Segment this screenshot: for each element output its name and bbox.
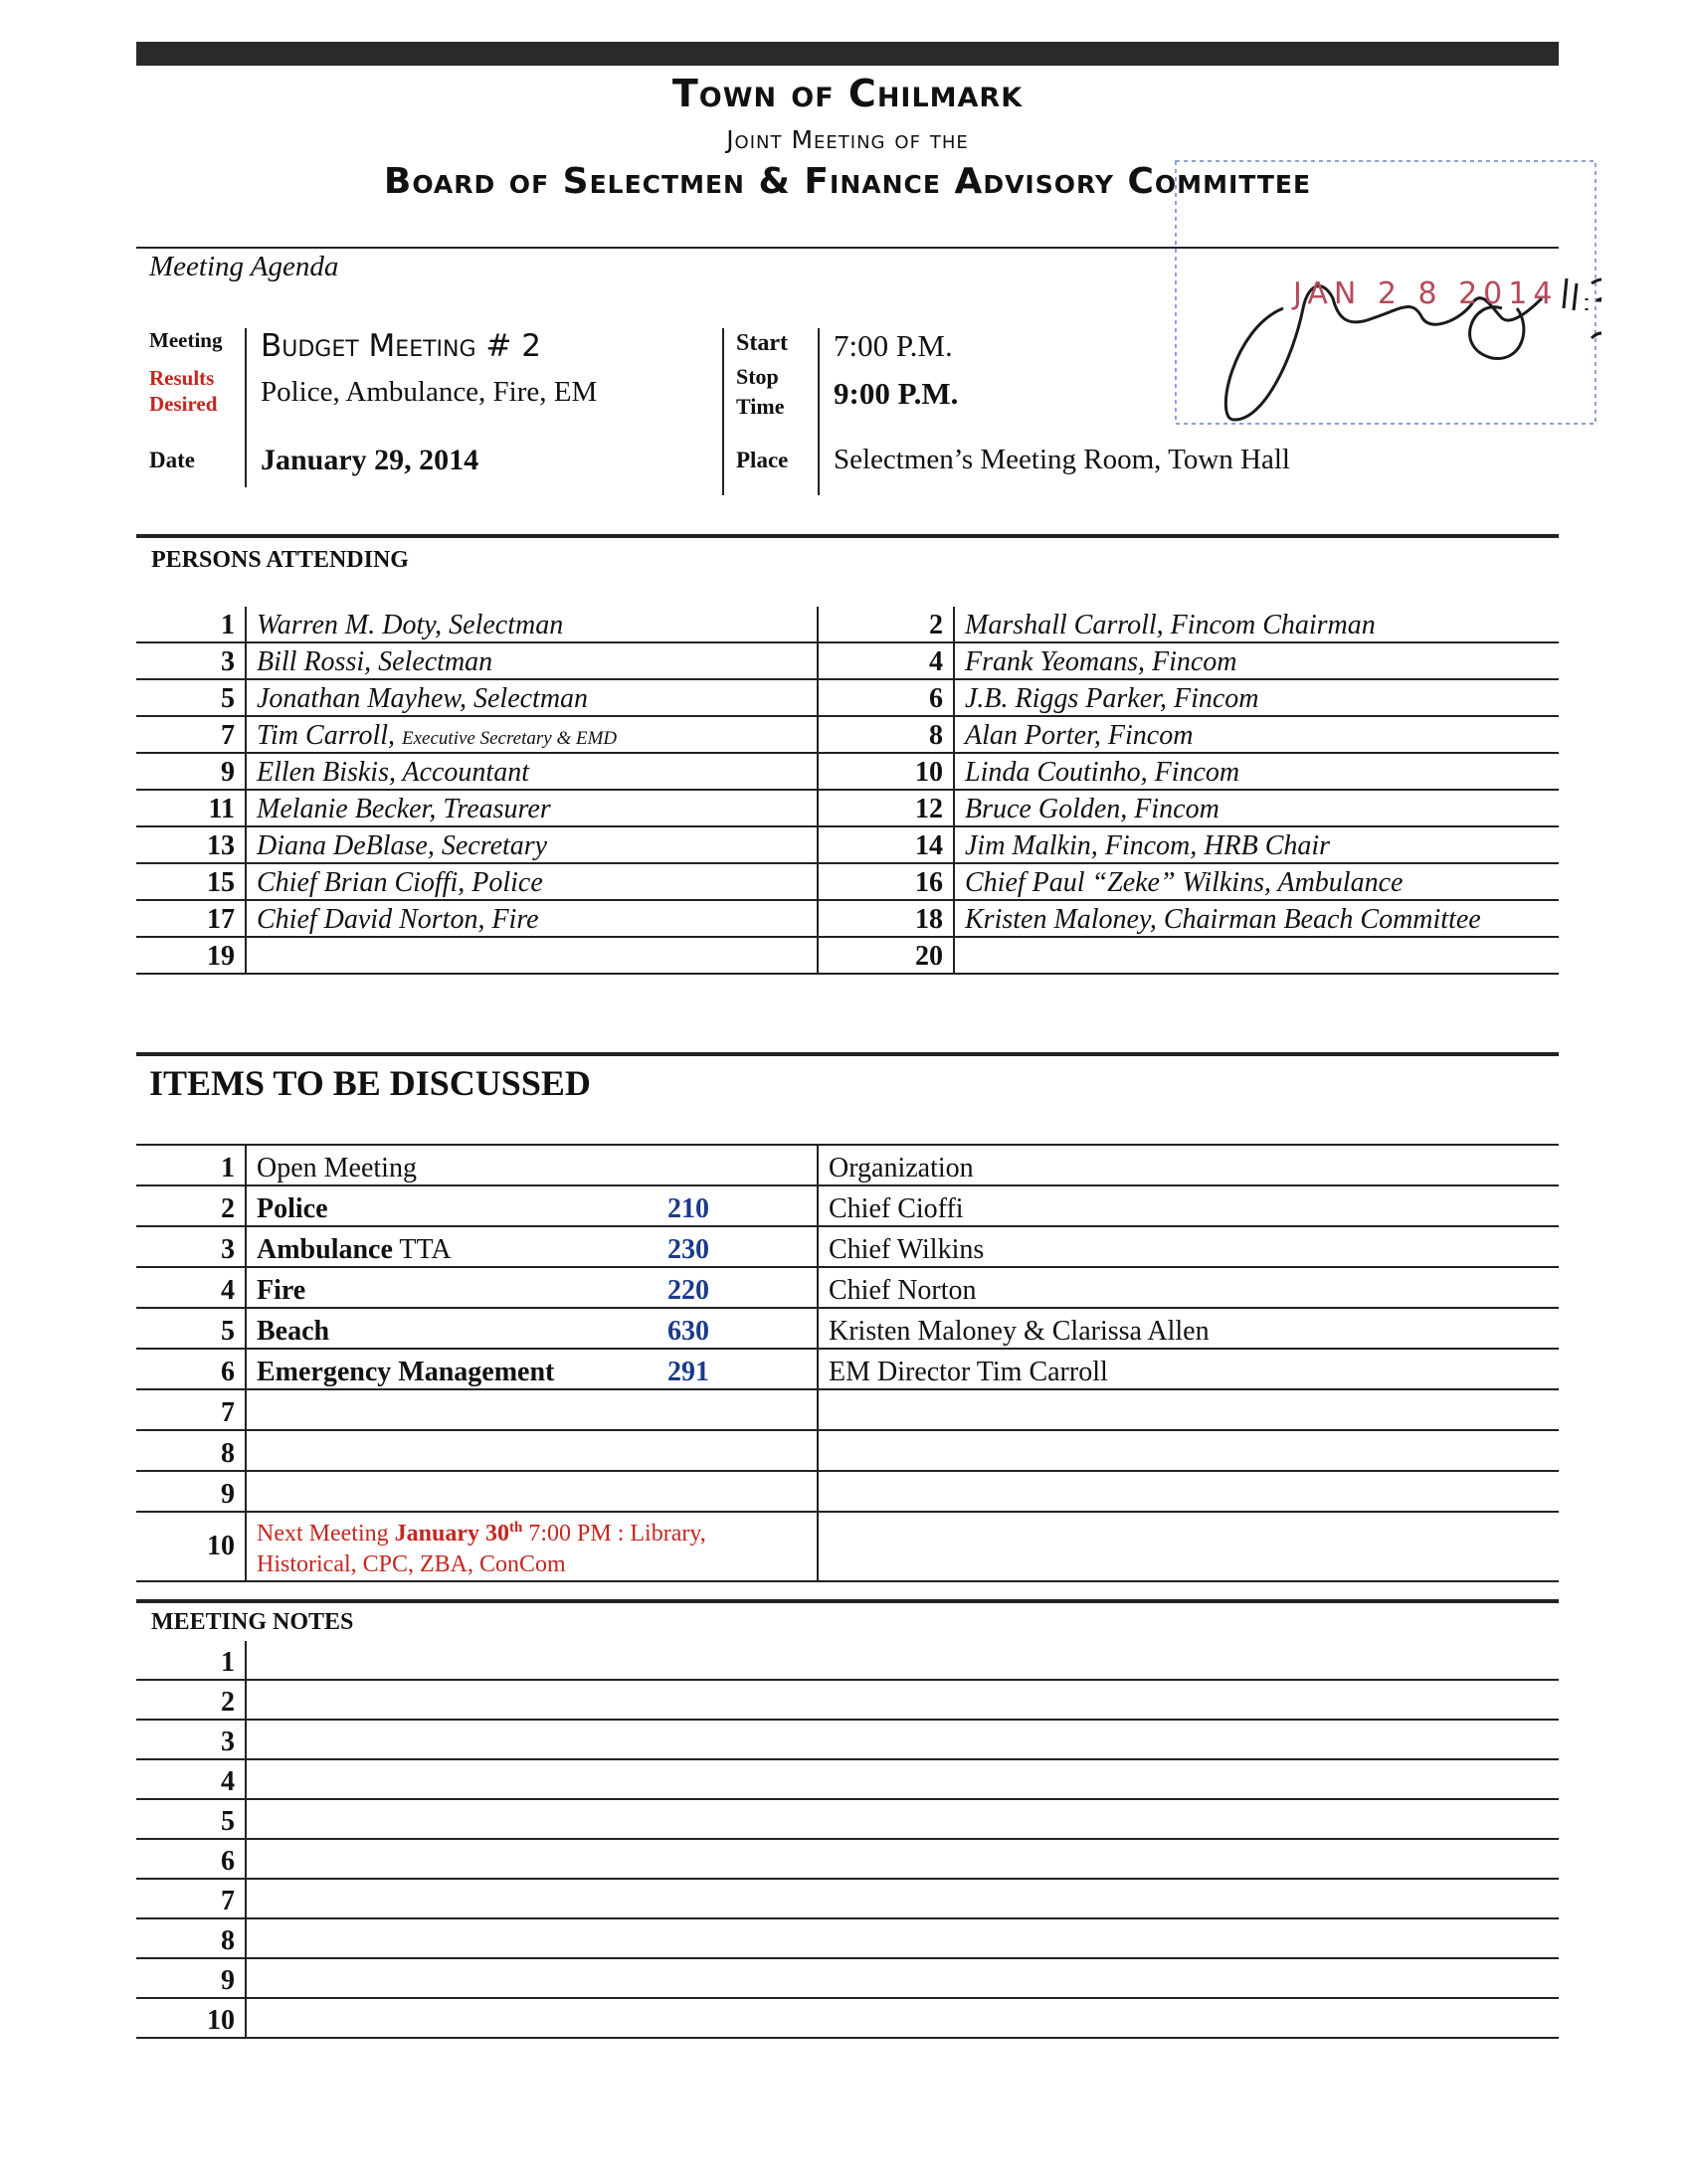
next-meeting-pre: Next Meeting [257, 1521, 395, 1547]
item-number: 8 [136, 1430, 246, 1471]
time-label: Time [736, 394, 785, 419]
person-row [136, 753, 1559, 790]
note-number: 3 [136, 1720, 246, 1759]
person-name [246, 826, 818, 863]
info-divider-1 [245, 328, 247, 487]
note-row [136, 1839, 1559, 1879]
person-number: 8 [818, 716, 954, 753]
person-number: 10 [818, 753, 954, 790]
person-name: Jim Malkin, Fincom, HRB Chair [954, 826, 1559, 863]
budget-code: 291 [667, 1357, 709, 1387]
person-row [136, 863, 1559, 900]
person-name-text: Tim Carroll, [257, 720, 396, 751]
note-line[interactable] [246, 1918, 1559, 1958]
person-name: Kristen Maloney, Chairman Beach Committee [954, 900, 1559, 937]
note-number: 9 [136, 1958, 246, 1998]
item-topic-bold: Emergency Management [257, 1357, 555, 1387]
person-row [136, 716, 1559, 753]
person-number: 16 [818, 863, 954, 900]
item-topic [246, 1308, 818, 1349]
item-row [136, 1471, 1559, 1512]
note-row [136, 1958, 1559, 1998]
person-name: Frank Yeomans, Fincom [954, 642, 1559, 679]
budget-code: 220 [667, 1275, 709, 1306]
person-name [246, 790, 818, 826]
notes-table [136, 1641, 1559, 2039]
item-topic [246, 1349, 818, 1389]
note-line[interactable] [246, 1799, 1559, 1839]
note-number: 10 [136, 1998, 246, 2038]
persons-heading: PERSONS ATTENDING [151, 547, 409, 573]
person-name: J.B. Riggs Parker, Fincom [954, 679, 1559, 716]
next-meeting-post: 7:00 PM : Library, [522, 1521, 706, 1547]
results-label: Results [149, 366, 215, 390]
item-topic-text: Open Meeting [257, 1153, 417, 1183]
budget-code: 210 [667, 1193, 709, 1224]
notes-heading: MEETING NOTES [151, 1609, 354, 1635]
person-number: 5 [136, 679, 246, 716]
note-row [136, 1720, 1559, 1759]
item-organization [818, 1389, 1559, 1430]
info-divider-3 [818, 328, 820, 495]
person-name-text: Ellen Biskis, Accountant [257, 757, 529, 788]
person-name: Alan Porter, Fincom [954, 716, 1559, 753]
info-divider-2 [722, 328, 724, 495]
person-title-small: Executive Secretary & EMD [402, 728, 618, 749]
person-number: 12 [818, 790, 954, 826]
note-line[interactable] [246, 1641, 1559, 1680]
town-title: Town of Chilmark [671, 72, 1024, 115]
person-number: 15 [136, 863, 246, 900]
person-name [246, 900, 818, 937]
results-value: Police, Ambulance, Fire, EM [261, 376, 598, 408]
note-number: 8 [136, 1918, 246, 1958]
place-label: Place [736, 448, 789, 472]
item-topic-text: TTA [392, 1234, 452, 1265]
meeting-label: Meeting [149, 328, 223, 352]
person-number: 14 [818, 826, 954, 863]
note-number: 6 [136, 1839, 246, 1879]
item-topic [246, 1471, 818, 1512]
note-row [136, 1998, 1559, 2038]
item-topic-bold: Fire [257, 1275, 306, 1306]
person-name: Bruce Golden, Fincom [954, 790, 1559, 826]
date-label: Date [149, 448, 195, 472]
top-bar [136, 42, 1559, 66]
note-line[interactable] [246, 1720, 1559, 1759]
person-number: 18 [818, 900, 954, 937]
note-number: 4 [136, 1759, 246, 1799]
item-number: 5 [136, 1308, 246, 1349]
item-organization: Chief Cioffi [818, 1185, 1559, 1226]
person-name: Marshall Carroll, Fincom Chairman [954, 607, 1559, 642]
item-organization [818, 1512, 1559, 1581]
person-name-text: Bill Rossi, Selectman [257, 646, 493, 677]
item-organization: Kristen Maloney & Clarissa Allen [818, 1308, 1559, 1349]
person-name [246, 716, 818, 753]
item-topic [246, 1267, 818, 1308]
place-value: Selectmen’s Meeting Room, Town Hall [834, 444, 1290, 475]
note-row [136, 1641, 1559, 1680]
stamp-date: JAN 2 8 2014 [1293, 276, 1559, 311]
person-row [136, 900, 1559, 937]
item-topic [246, 1145, 818, 1185]
person-number: 11 [136, 790, 246, 826]
person-name [246, 642, 818, 679]
agenda-label: Meeting Agenda [149, 251, 339, 282]
person-row [136, 790, 1559, 826]
person-name [246, 607, 818, 642]
person-name [954, 937, 1559, 974]
person-row [136, 679, 1559, 716]
note-line[interactable] [246, 1680, 1559, 1720]
item-number: 10 [136, 1512, 246, 1581]
board-title: Board of Selectmen & Finance Advisory Committee [383, 161, 1312, 202]
person-name: Chief Paul “Zeke” Wilkins, Ambulance [954, 863, 1559, 900]
person-number: 4 [818, 642, 954, 679]
note-number: 5 [136, 1799, 246, 1839]
person-row [136, 642, 1559, 679]
item-row [136, 1308, 1559, 1349]
note-row [136, 1918, 1559, 1958]
item-topic [246, 1430, 818, 1471]
item-row [136, 1349, 1559, 1389]
persons-rule [136, 534, 1559, 538]
note-row [136, 1879, 1559, 1918]
stop-label: Stop [736, 364, 779, 389]
person-name-text: Jonathan Mayhew, Selectman [257, 683, 589, 714]
item-number: 6 [136, 1349, 246, 1389]
person-name [246, 753, 818, 790]
item-topic [246, 1389, 818, 1430]
start-value: 7:00 P.M. [834, 328, 953, 363]
items-table [136, 1144, 1559, 1582]
note-line[interactable] [246, 1998, 1559, 2038]
item-row [136, 1145, 1559, 1185]
note-line[interactable] [246, 1759, 1559, 1799]
person-row [136, 607, 1559, 642]
person-name [246, 679, 818, 716]
person-number: 9 [136, 753, 246, 790]
item-row [136, 1430, 1559, 1471]
next-meeting-line2: Historical, CPC, ZBA, ConCom [257, 1551, 566, 1577]
item-organization: EM Director Tim Carroll [818, 1349, 1559, 1389]
item-organization: Organization [818, 1145, 1559, 1185]
note-number: 1 [136, 1641, 246, 1680]
item-organization [818, 1430, 1559, 1471]
item-number: 1 [136, 1145, 246, 1185]
persons-table [136, 607, 1559, 975]
person-number: 20 [818, 937, 954, 974]
item-number: 9 [136, 1471, 246, 1512]
person-name [246, 937, 818, 974]
item-row [136, 1389, 1559, 1430]
item-number: 7 [136, 1389, 246, 1430]
note-line[interactable] [246, 1958, 1559, 1998]
note-line[interactable] [246, 1879, 1559, 1918]
item-row [136, 1267, 1559, 1308]
person-name-text: Chief David Norton, Fire [257, 904, 539, 935]
person-name-text: Diana DeBlase, Secretary [257, 830, 548, 861]
item-row [136, 1185, 1559, 1226]
joint-meeting-subtitle: Joint Meeting of the [726, 125, 969, 154]
meeting-value: Budget Meeting # 2 [261, 328, 541, 364]
person-number: 2 [818, 607, 954, 642]
note-number: 2 [136, 1680, 246, 1720]
note-row [136, 1680, 1559, 1720]
person-name-text: Warren M. Doty, Selectman [257, 610, 564, 640]
item-topic-bold: Ambulance [257, 1234, 393, 1265]
item-row [136, 1226, 1559, 1267]
items-heading: ITEMS TO BE DISCUSSED [149, 1063, 591, 1103]
item-number: 4 [136, 1267, 246, 1308]
item-topic-bold: Beach [257, 1316, 330, 1347]
budget-code: 630 [667, 1316, 709, 1347]
notes-rule [136, 1599, 1559, 1603]
next-meeting-note [246, 1512, 818, 1581]
item-organization [818, 1471, 1559, 1512]
items-rule [136, 1052, 1559, 1056]
item-organization: Chief Wilkins [818, 1226, 1559, 1267]
item-topic [246, 1185, 818, 1226]
person-name-text: Chief Brian Cioffi, Police [257, 867, 543, 898]
person-number: 7 [136, 716, 246, 753]
budget-code: 230 [667, 1234, 709, 1265]
item-topic-bold: Police [257, 1193, 328, 1224]
note-row [136, 1799, 1559, 1839]
person-name-text: Melanie Becker, Treasurer [257, 794, 551, 824]
person-number: 13 [136, 826, 246, 863]
person-number: 6 [818, 679, 954, 716]
person-number: 17 [136, 900, 246, 937]
person-row [136, 937, 1559, 974]
item-topic [246, 1226, 818, 1267]
person-name: Linda Coutinho, Fincom [954, 753, 1559, 790]
start-label: Start [736, 330, 788, 356]
item-organization: Chief Norton [818, 1267, 1559, 1308]
note-number: 7 [136, 1879, 246, 1918]
item-row-next-meeting [136, 1512, 1559, 1581]
person-number: 1 [136, 607, 246, 642]
person-row [136, 826, 1559, 863]
item-number: 3 [136, 1226, 246, 1267]
person-name [246, 863, 818, 900]
item-number: 2 [136, 1185, 246, 1226]
note-line[interactable] [246, 1839, 1559, 1879]
stop-value: 9:00 P.M. [834, 376, 959, 411]
desired-label: Desired [149, 392, 218, 416]
person-number: 19 [136, 937, 246, 974]
next-meeting-sup: th [509, 1520, 523, 1536]
date-value: January 29, 2014 [261, 444, 479, 476]
next-meeting-date: January 30 [394, 1521, 509, 1547]
person-number: 3 [136, 642, 246, 679]
note-row [136, 1759, 1559, 1799]
